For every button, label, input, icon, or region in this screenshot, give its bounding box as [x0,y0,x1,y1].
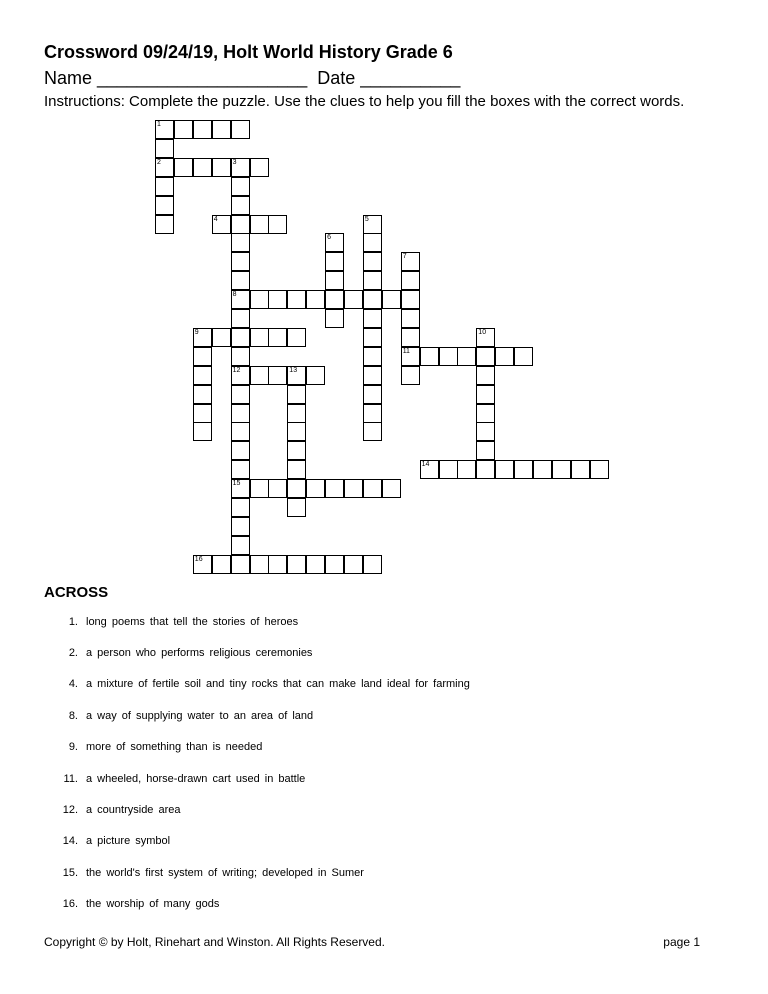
grid-clue-number: 11 [402,347,410,355]
grid-cell [401,309,420,328]
grid-cell [268,328,287,347]
grid-clue-number: 4 [213,215,218,223]
grid-cell [250,215,269,234]
grid-cell [325,271,344,290]
grid-cell [155,196,174,215]
grid-cell [363,404,382,423]
grid-cell [344,555,363,574]
grid-clue-number: 7 [402,253,407,261]
grid-cell [476,460,495,479]
grid-cell [250,479,269,498]
grid-cell [476,347,495,366]
grid-cell [363,366,382,385]
clue-number: 14. [62,835,78,848]
grid-cell [287,422,306,441]
grid-clue-number: 12 [232,366,241,374]
grid-clue-number: 9 [194,328,199,336]
grid-cell [231,385,250,404]
grid-cell [231,404,250,423]
clue-text: a way of supplying water to an area of land [86,709,314,722]
grid-cell [325,479,344,498]
grid-clue-number: 5 [364,215,369,223]
grid-cell [231,233,250,252]
grid-cell [231,271,250,290]
grid-cell [306,555,325,574]
grid-cell [287,498,306,517]
clue-number: 16. [62,898,78,911]
grid-cell [155,120,174,139]
grid-cell [193,422,212,441]
grid-cell [231,366,250,385]
grid-cell [155,177,174,196]
grid-cell [363,385,382,404]
grid-cell [212,328,231,347]
clue-item [44,794,470,825]
grid-cell [212,120,231,139]
clue-item [44,889,470,920]
grid-cell [212,215,231,234]
clue-number: 1. [68,615,78,628]
grid-cell [306,290,325,309]
clue-text: a countryside area [86,804,181,817]
clue-item [44,857,470,888]
grid-cell [231,498,250,517]
grid-cell [193,555,212,574]
grid-cell [533,460,552,479]
grid-clue-number: 10 [478,328,487,336]
grid-cell [363,555,382,574]
grid-cell [363,347,382,366]
grid-clue-number: 2 [157,158,161,166]
across-heading: ACROSS [44,584,109,601]
grid-cell [287,366,306,385]
grid-cell [420,460,439,479]
grid-cell [552,460,571,479]
clue-text: the worship of many gods [86,898,220,911]
clue-text: a picture symbol [86,835,171,848]
grid-cell [287,290,306,309]
grid-cell [174,158,193,177]
grid-cell [363,233,382,252]
grid-cell [325,290,344,309]
grid-cell [325,233,344,252]
grid-cell [457,347,476,366]
grid-cell [155,215,174,234]
grid-cell [476,441,495,460]
grid-cell [231,290,250,309]
clue-number: 12. [62,804,78,817]
instructions: Instructions: Complete the puzzle. Use the clues to help you fill the boxes with the correct words. [44,93,685,110]
grid-cell [363,479,382,498]
grid-cell [193,347,212,366]
grid-cell [231,177,250,196]
grid-clue-number: 15 [232,480,241,488]
grid-cell [212,555,231,574]
clue-item [44,606,470,637]
grid-cell [325,309,344,328]
clue-text: a wheeled, horse-drawn cart used in battle [86,772,306,785]
copyright-notice: Copyright © by Holt, Rinehart and Winston. All Rights Reserved. [44,935,385,949]
grid-cell [401,347,420,366]
grid-cell [476,422,495,441]
grid-cell [155,158,174,177]
grid-cell [268,215,287,234]
grid-cell [193,328,212,347]
grid-cell [363,290,382,309]
grid-cell [193,120,212,139]
grid-cell [231,347,250,366]
grid-cell [287,328,306,347]
grid-cell [193,404,212,423]
grid-cell [287,555,306,574]
grid-cell [250,555,269,574]
grid-cell [231,479,250,498]
clue-item [44,763,470,794]
grid-cell [268,479,287,498]
grid-cell [287,460,306,479]
grid-clue-number: 6 [327,234,331,242]
grid-cell [325,555,344,574]
clue-item [44,732,470,763]
grid-cell [193,366,212,385]
grid-cell [401,271,420,290]
grid-cell [401,328,420,347]
grid-cell [590,460,609,479]
grid-cell [420,347,439,366]
clue-text: a mixture of fertile soil and tiny rocks that can make land ideal for farming [86,678,470,691]
name-date-line: Name _____________________ Date __________ [44,68,461,88]
across-clue-list [44,606,470,920]
grid-cell [231,215,250,234]
grid-cell [325,252,344,271]
grid-cell [363,328,382,347]
clue-text: more of something than is needed [86,741,263,754]
grid-cell [231,158,250,177]
grid-clue-number: 16 [194,555,203,563]
grid-cell [401,252,420,271]
grid-cell [268,290,287,309]
grid-cell [306,479,325,498]
grid-cell [476,385,495,404]
grid-cell [287,404,306,423]
page-number: page 1 [663,935,700,949]
grid-cell [231,517,250,536]
grid-cell [401,290,420,309]
clue-number: 9. [68,741,78,754]
grid-cell [193,158,212,177]
grid-cell [514,347,533,366]
grid-cell [268,555,287,574]
grid-cell [287,479,306,498]
clue-text: long poems that tell the stories of heroes [86,615,299,628]
grid-cell [476,328,495,347]
grid-cell [231,328,250,347]
grid-cell [212,158,231,177]
grid-cell [476,366,495,385]
grid-cell [250,328,269,347]
grid-cell [363,422,382,441]
grid-cell [231,252,250,271]
grid-cell [401,366,420,385]
grid-cell [231,309,250,328]
grid-cell [287,385,306,404]
grid-cell [571,460,590,479]
grid-clue-number: 8 [232,291,237,299]
grid-cell [250,158,269,177]
clue-number: 15. [62,866,78,879]
grid-cell [231,536,250,555]
grid-cell [495,460,514,479]
grid-cell [231,196,250,215]
grid-cell [250,366,269,385]
grid-cell [439,347,458,366]
grid-cell [231,460,250,479]
grid-cell [344,479,363,498]
grid-clue-number: 3 [232,158,237,166]
grid-clue-number: 14 [421,461,430,469]
clue-number: 2. [68,647,78,660]
clue-text: a person who performs religious ceremonies [86,647,313,660]
grid-cell [363,309,382,328]
grid-cell [382,290,401,309]
grid-cell [231,120,250,139]
grid-cell [363,271,382,290]
grid-cell [268,366,287,385]
grid-cell [382,479,401,498]
grid-cell [174,120,193,139]
grid-cell [250,290,269,309]
grid-cell [344,290,363,309]
grid-cell [457,460,476,479]
grid-cell [476,404,495,423]
grid-clue-number: 13 [289,366,298,374]
clue-item [44,669,470,700]
grid-cell [193,385,212,404]
clue-number: 11. [63,772,78,785]
clue-text: the world's first system of writing; developed in Sumer [86,866,364,879]
grid-cell [231,555,250,574]
clue-item [44,637,470,668]
grid-cell [231,441,250,460]
page-title: Crossword 09/24/19, Holt World History Grade 6 [44,42,453,62]
grid-cell [363,215,382,234]
grid-cell [231,422,250,441]
grid-cell [306,366,325,385]
clue-item [44,700,470,731]
grid-cell [495,347,514,366]
grid-cell [155,139,174,158]
grid-cell [439,460,458,479]
grid-clue-number: 1 [157,121,161,128]
grid-cell [287,441,306,460]
clue-number: 4. [68,678,78,691]
clue-item [44,826,470,857]
grid-cell [363,252,382,271]
clue-number: 8. [68,709,78,722]
grid-cell [514,460,533,479]
